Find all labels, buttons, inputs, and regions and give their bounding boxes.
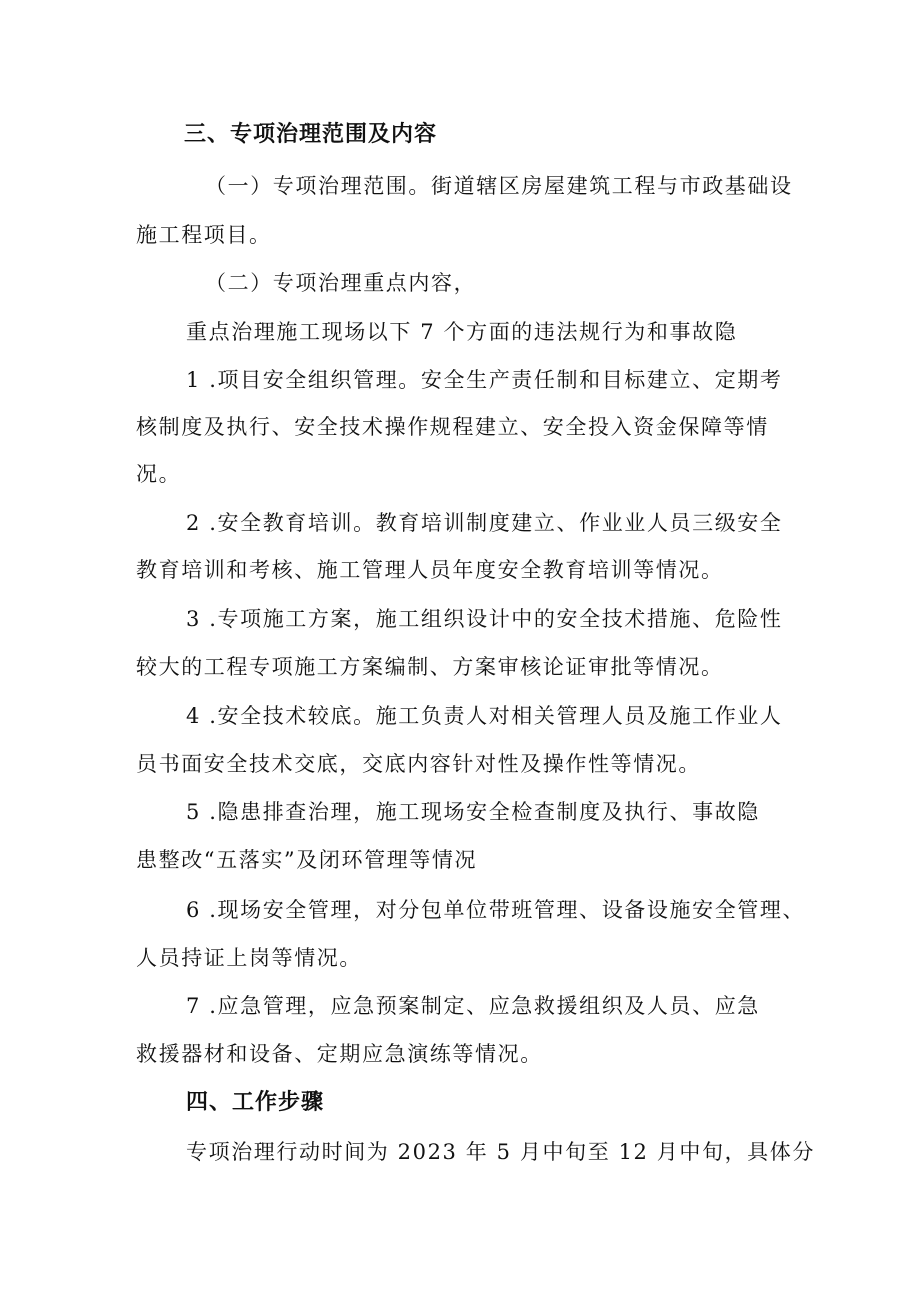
item-3-line-1: 3 .专项施工方案，施工组织设计中的安全技术措施、危险性 (186, 607, 783, 631)
item-7-line-1: 7 .应急管理，应急预案制定、应急救援组织及人员、应急 (186, 994, 760, 1018)
item-2-line-1: 2 .安全教育培训。教育培训制度建立、作业业人员三级安全 (186, 511, 783, 535)
paragraph-scope-line-2: 施工程项目。 (136, 223, 272, 247)
paragraph-steps-line-1: 专项治理行动时间为 2023 年 5 月中旬至 12 月中旬，具体分 (186, 1140, 815, 1164)
paragraph-key-content: （二）专项治理重点内容， (205, 271, 477, 295)
item-6-line-2: 人员持证上岗等情况。 (136, 946, 362, 970)
item-3-line-2: 较大的工程专项施工方案编制、方案审核论证审批等情况。 (136, 655, 724, 679)
item-5-line-1: 5 .隐患排查治理，施工现场安全检查制度及执行、事故隐 (186, 800, 760, 824)
item-5-line-2: 患整改“五落实”及闭环管理等情况 (136, 848, 478, 872)
paragraph-intro: 重点治理施工现场以下 7 个方面的违法规行为和事故隐 (186, 320, 738, 344)
paragraph-scope-line-1: （一）专项治理范围。街道辖区房屋建筑工程与市政基础设 (205, 174, 793, 198)
item-6-line-1: 6 .现场安全管理，对分包单位带班管理、设备设施安全管理、 (186, 898, 806, 922)
item-2-line-2: 教育培训和考核、施工管理人员年度安全教育培训等情况。 (136, 558, 724, 582)
item-1-line-2: 核制度及执行、安全技术操作规程建立、安全投入资金保障等情 (136, 415, 769, 439)
item-1-line-3: 况。 (136, 462, 182, 486)
item-7-line-2: 救援器材和设备、定期应急演练等情况。 (136, 1042, 543, 1066)
section-heading-scope-and-content: 三、专项治理范围及内容 (184, 122, 438, 147)
section-heading-work-steps: 四、工作步骤 (186, 1090, 325, 1115)
item-4-line-2: 员书面安全技术交底，交底内容针对性及操作性等情况。 (136, 752, 701, 776)
item-4-line-1: 4 .安全技术较底。施工负责人对相关管理人员及施工作业人 (186, 704, 783, 728)
item-1-line-1: 1 .项目安全组织管理。安全生产责任制和目标建立、定期考 (186, 368, 783, 392)
